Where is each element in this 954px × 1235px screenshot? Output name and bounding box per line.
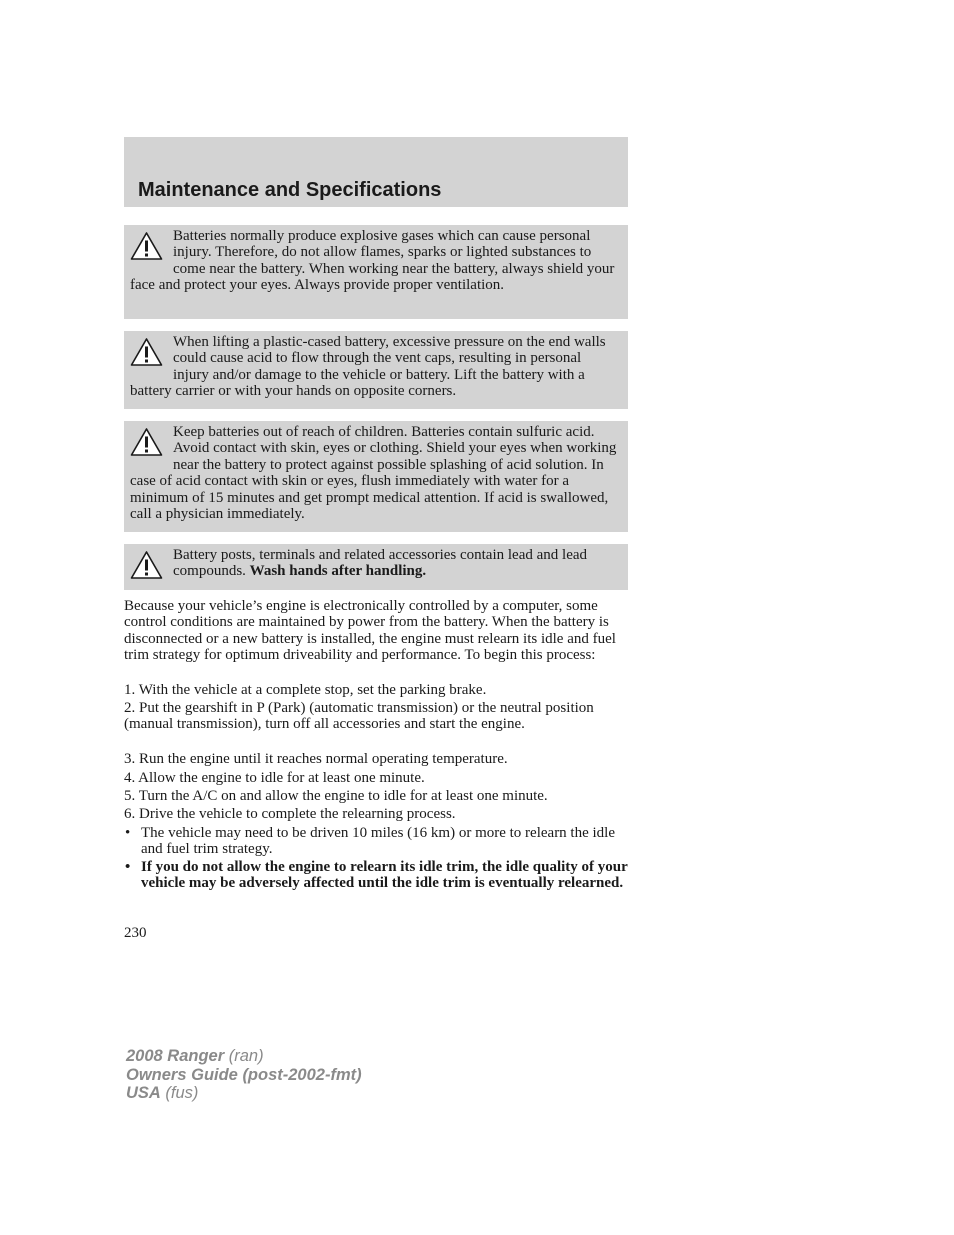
bullet-symbol: • xyxy=(125,859,131,875)
bullet-item xyxy=(124,825,628,858)
warning-box xyxy=(124,421,628,532)
intro-paragraph: Because your vehicle’s engine is electronically controlled by a computer, some control conditions are maintained by power from the battery. When the battery is disconnected or a new battery is installed, the engine must relearn its idle and fuel trim strategy for optimum driveability and performance. To begin this process: xyxy=(124,598,616,664)
warning-text-bold: Wash hands after handling. xyxy=(249,563,427,580)
bullet-item xyxy=(124,859,628,892)
step-item: 5. Turn the A/C on and allow the engine to idle for at least one minute. xyxy=(124,788,548,804)
warning-text-regular: Battery posts, terminals and related accessories contain lead and lead compounds. xyxy=(173,547,588,580)
step-item: 2. Put the gearshift in P (Park) (automatic transmission) or the neutral position (manual transmission), turn off all accessories and start the engine. xyxy=(124,700,594,733)
warning-triangle-icon xyxy=(130,337,163,367)
warning-box xyxy=(124,544,628,590)
warning-text: Keep batteries out of reach of children. Batteries contain sulfuric acid. Avoid contact with skin, eyes or clothing. Shield your eyes when working near the battery to protect against possible splashing of acid solution. In case of acid contact with skin or eyes, flush immediately with water for a minimum of 15 minutes and get prompt medical attention. If acid is swallowed, call a physician immediately. xyxy=(130,424,617,523)
step-item: 6. Drive the vehicle to complete the relearning process. xyxy=(124,806,456,822)
footer-line xyxy=(126,1047,362,1066)
step-item: 1. With the vehicle at a complete stop, set the parking brake. xyxy=(124,682,487,698)
step-item: 4. Allow the engine to idle for at least one minute. xyxy=(124,770,425,786)
page-number: 230 xyxy=(124,925,147,941)
footer-line: Owners Guide (post-2002-fmt) xyxy=(126,1065,362,1084)
footer-line xyxy=(126,1084,362,1103)
warning-triangle-icon xyxy=(130,231,163,261)
footer-market-code: (fus) xyxy=(160,1084,199,1102)
warning-text xyxy=(130,547,620,580)
step-item: 3. Run the engine until it reaches normal operating temperature. xyxy=(124,751,508,767)
bullet-text: If you do not allow the engine to relearn its idle trim, the idle quality of your vehicle may be adversely affected until the idle trim is eventually relearned. xyxy=(141,859,628,892)
footer-model-code: (ran) xyxy=(224,1047,264,1065)
warning-triangle-icon xyxy=(130,550,163,580)
warning-box xyxy=(124,331,628,409)
warning-text: When lifting a plastic-cased battery, excessive pressure on the end walls could cause acid to flow through the vent caps, resulting in personal injury and/or damage to the vehicle or battery. Lift the battery with a battery carrier or with your hands on opposite corners. xyxy=(130,334,606,400)
section-title: Maintenance and Specifications xyxy=(138,179,442,201)
document-footer xyxy=(126,1047,362,1103)
bullet-text: The vehicle may need to be driven 10 miles (16 km) or more to relearn the idle and fuel trim strategy. xyxy=(141,825,616,858)
section-header xyxy=(124,137,628,207)
footer-model: 2008 Ranger xyxy=(126,1047,225,1065)
footer-market: USA xyxy=(126,1084,161,1102)
warning-triangle-icon xyxy=(130,427,163,457)
bullet-symbol: • xyxy=(125,825,131,841)
warning-box xyxy=(124,225,628,319)
warning-text: Batteries normally produce explosive gases which can cause personal injury. Therefore, do not allow flames, sparks or lighted substances to come near the battery. When working near the battery, always shield your face and protect your eyes. Always provide proper ventilation. xyxy=(130,228,615,294)
